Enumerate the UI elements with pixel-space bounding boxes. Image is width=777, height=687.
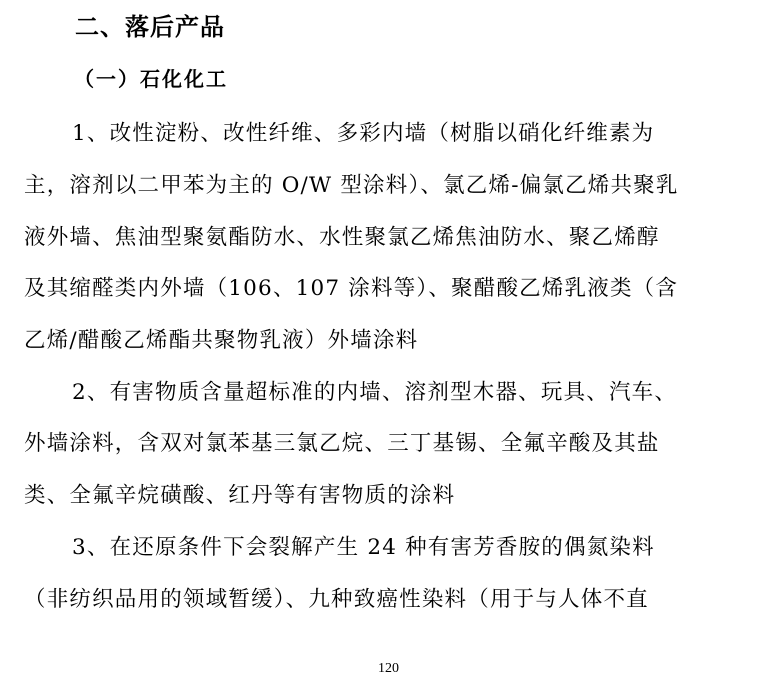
section-heading: 二、落后产品 (75, 13, 225, 41)
text-line-6: 2、有害物质含量超标准的内墙、溶剂型木器、玩具、汽车、 (72, 380, 678, 405)
text-line-9: 3、在还原条件下会裂解产生 24 种有害芳香胺的偶氮染料 (72, 535, 655, 560)
text-line-7: 外墙涂料，含双对氯苯基三氯乙烷、三丁基锡、全氟辛酸及其盐 (24, 431, 660, 456)
text-line-10: （非纺织品用的领域暂缓）、九种致癌性染料（用于与人体不直 (24, 587, 649, 612)
subsection-heading: （一）石化化工 (74, 67, 228, 91)
text-line-4: 及其缩醛类内外墙（106、107 涂料等）、聚醋酸乙烯乳液类（含 (24, 276, 679, 301)
text-line-3: 液外墙、焦油型聚氨酯防水、水性聚氯乙烯焦油防水、聚乙烯醇 (24, 225, 660, 250)
text-line-8: 类、全氟辛烷磺酸、红丹等有害物质的涂料 (24, 483, 456, 508)
page-number: 120 (378, 661, 399, 676)
text-line-5: 乙烯/醋酸乙烯酯共聚物乳液）外墙涂料 (24, 328, 419, 353)
text-line-2: 主，溶剂以二甲苯为主的 O/W 型涂料）、氯乙烯-偏氯乙烯共聚乳 (24, 173, 679, 198)
text-line-1: 1、改性淀粉、改性纤维、多彩内墙（树脂以硝化纤维素为 (72, 121, 655, 146)
